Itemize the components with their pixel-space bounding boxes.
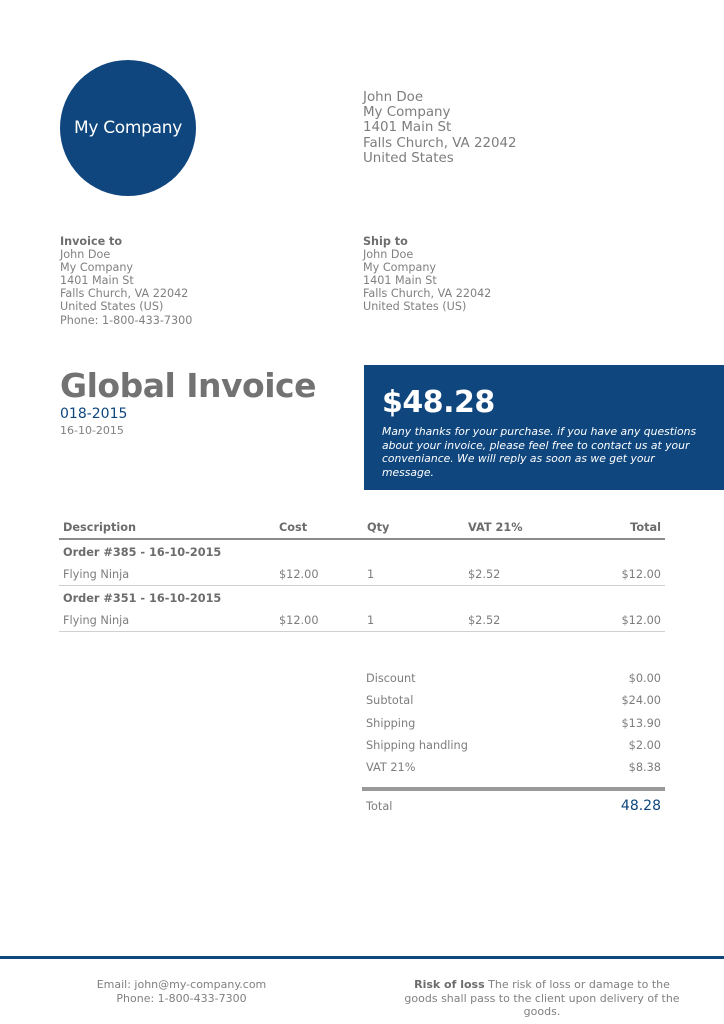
order-title: Order #385 - 16-10-2015	[63, 546, 222, 559]
shipping-label: Shipping	[366, 716, 416, 730]
ship-to-block	[363, 235, 491, 314]
subtotal-value: $24.00	[621, 694, 661, 708]
amount-due: $48.28	[382, 385, 495, 420]
footer-risk-notice	[404, 978, 680, 1019]
ship-to-company: My Company	[363, 261, 437, 275]
subtotal-row	[362, 690, 665, 712]
table-row	[59, 609, 665, 632]
discount-value: $0.00	[628, 672, 661, 685]
grand-total-label: Total	[366, 800, 393, 814]
items-table	[59, 516, 665, 632]
vat-row	[362, 757, 665, 779]
item-vat: $2.52	[468, 568, 501, 581]
table-row	[59, 563, 665, 586]
footer-divider	[0, 956, 724, 959]
company-country: United States	[363, 150, 454, 166]
order-row	[59, 540, 665, 563]
shipping-handling-row	[362, 735, 665, 757]
item-qty: 1	[367, 614, 375, 627]
shipping-value: $13.90	[621, 716, 661, 730]
amount-due-box	[364, 365, 724, 490]
invoice-to-phone: Phone: 1-800-433-7300	[60, 313, 193, 327]
risk-text: The risk of loss or damage to the goods shall pass to the client upon delivery of the goods.	[404, 978, 680, 1018]
item-description: Flying Ninja	[63, 614, 130, 627]
risk-label: Risk of loss	[414, 978, 485, 991]
item-total: $12.00	[621, 568, 661, 581]
company-city: Falls Church, VA 22042	[363, 135, 517, 151]
discount-label: Discount	[366, 672, 416, 685]
header-cost: Cost	[279, 521, 308, 534]
ship-to-name: John Doe	[363, 248, 414, 262]
company-street: 1401 Main St	[363, 120, 452, 136]
invoice-date: 16-10-2015	[60, 424, 124, 437]
grand-total-row	[362, 791, 665, 821]
invoice-to-city: Falls Church, VA 22042	[60, 287, 189, 301]
header-qty: Qty	[367, 521, 390, 534]
grand-total-value: 48.28	[620, 798, 661, 815]
invoice-number: 018-2015	[60, 406, 128, 422]
invoice-to-block	[60, 235, 192, 327]
vat-label: VAT 21%	[366, 761, 416, 775]
item-qty: 1	[367, 568, 375, 581]
invoice-to-street: 1401 Main St	[60, 274, 134, 288]
totals-block	[362, 668, 665, 821]
company-address	[363, 90, 517, 166]
table-header-row	[59, 516, 665, 540]
ship-to-heading: Ship to	[363, 235, 408, 248]
order-row	[59, 586, 665, 609]
company-logo	[60, 60, 196, 196]
header-vat: VAT 21%	[468, 521, 523, 534]
vat-value: $8.38	[628, 761, 661, 775]
footer-phone: Phone: 1-800-433-7300	[116, 991, 247, 1005]
shipping-handling-value: $2.00	[628, 738, 661, 752]
header-description: Description	[63, 521, 137, 534]
discount-row	[362, 668, 665, 690]
invoice-to-country: United States (US)	[60, 300, 164, 314]
item-description: Flying Ninja	[63, 568, 130, 581]
item-cost: $12.00	[279, 614, 319, 627]
shipping-handling-label: Shipping handling	[366, 738, 468, 752]
footer-email: Email: john@my-company.com	[96, 978, 267, 991]
invoice-to-heading: Invoice to	[60, 235, 123, 248]
footer-contact	[60, 978, 303, 1005]
item-total: $12.00	[621, 614, 661, 627]
order-title: Order #351 - 16-10-2015	[63, 592, 222, 605]
header-total: Total	[630, 521, 661, 534]
company-name: My Company	[363, 105, 451, 121]
invoice-to-company: My Company	[60, 261, 134, 275]
shipping-row	[362, 713, 665, 735]
item-cost: $12.00	[279, 568, 319, 581]
subtotal-label: Subtotal	[366, 694, 414, 708]
thank-you-message: Many thanks for your purchase. if you have any questions about your invoice, please feel free to contact us at your conveniance. We will reply as soon as we get your message.	[382, 425, 697, 479]
ship-to-city: Falls Church, VA 22042	[363, 287, 492, 301]
company-contact-name: John Doe	[363, 90, 424, 105]
logo-text: My Company	[73, 118, 182, 138]
ship-to-country: United States (US)	[363, 300, 467, 314]
invoice-to-name: John Doe	[60, 248, 111, 262]
item-vat: $2.52	[468, 614, 501, 627]
ship-to-street: 1401 Main St	[363, 274, 437, 288]
invoice-title: Global Invoice	[60, 366, 316, 405]
